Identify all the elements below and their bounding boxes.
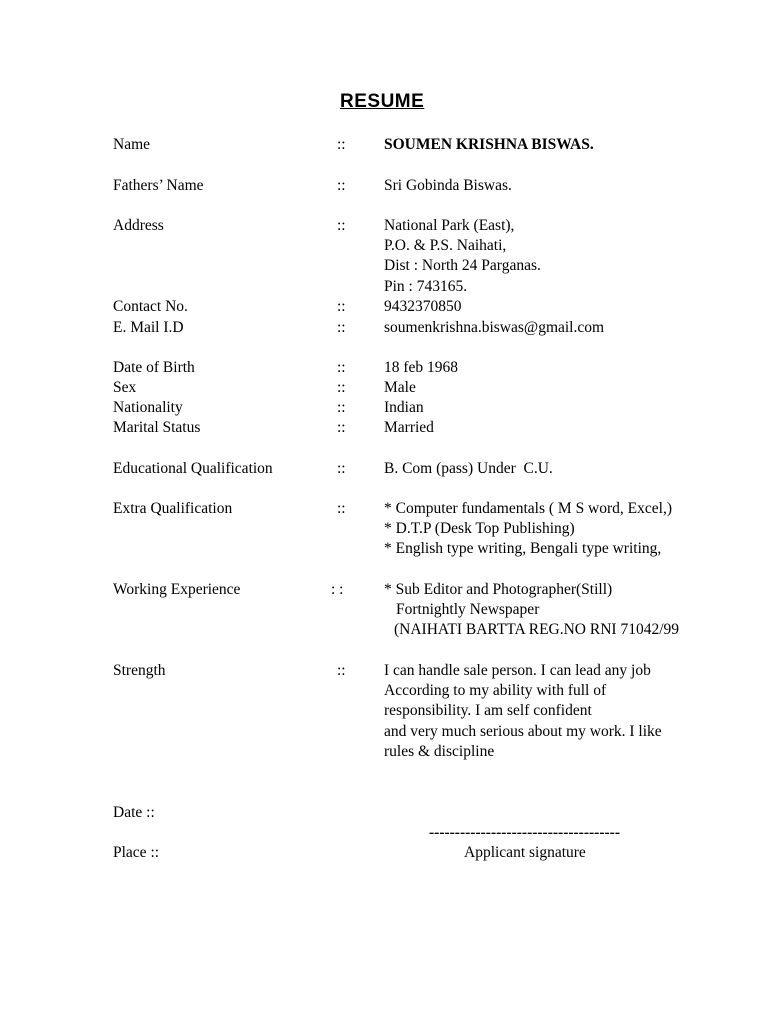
field-label: Working Experience <box>113 581 241 598</box>
field-separator: :: <box>337 359 346 376</box>
address-line: Pin : 743165. <box>384 277 468 295</box>
field-separator: :: <box>337 460 346 477</box>
field-value: B. Com (pass) Under C.U. <box>384 460 553 477</box>
extra-qualification-line: * Computer fundamentals ( M S word, Excel,) <box>384 500 672 517</box>
working-experience-line: * Sub Editor and Photographer(Still) <box>384 581 613 598</box>
field-label: Address <box>113 217 164 234</box>
field-label: Fathers’ Name <box>113 177 204 194</box>
working-experience-lines <box>384 580 679 641</box>
field-label: Strength <box>113 662 166 679</box>
field-separator: :: <box>337 319 346 336</box>
resume-title: RESUME <box>340 91 425 112</box>
strength-line: According to my ability with full of <box>384 682 607 700</box>
field-label: Name <box>113 136 151 153</box>
field-separator: :: <box>337 217 346 234</box>
field-value: 9432370850 <box>384 298 462 315</box>
field-label: Extra Qualification <box>113 500 233 517</box>
field-separator: :: <box>337 399 346 416</box>
working-experience-line: Fortnightly Newspaper <box>396 601 540 619</box>
address-line: National Park (East), <box>384 217 515 234</box>
field-value: Male <box>384 379 416 396</box>
field-separator: :: <box>337 379 346 396</box>
field-label: E. Mail I.D <box>113 319 184 336</box>
extra-qualification-line: * D.T.P (Desk Top Publishing) <box>384 520 575 538</box>
place-label: Place :: <box>113 844 160 861</box>
strength-line: I can handle sale person. I can lead any job <box>384 662 651 679</box>
field-separator: :: <box>337 662 346 679</box>
strength-line: and very much serious about my work. I like <box>384 722 662 740</box>
field-separator: :: <box>337 419 346 436</box>
field-value: Sri Gobinda Biswas. <box>384 177 512 194</box>
field-value: Indian <box>384 399 424 416</box>
field-value: SOUMEN KRISHNA BISWAS. <box>384 136 594 153</box>
field-label: Contact No. <box>113 298 188 315</box>
field-label: Educational Qualification <box>113 460 273 477</box>
strength-line: rules & discipline <box>384 742 495 760</box>
field-label: Sex <box>113 379 137 396</box>
field-value: Married <box>384 419 434 436</box>
field-value: 18 feb 1968 <box>384 359 459 376</box>
address-lines <box>384 216 541 297</box>
field-label: Date of Birth <box>113 359 195 376</box>
strength-line: responsibility. I am self confident <box>384 702 592 720</box>
field-separator: :: <box>337 136 346 153</box>
date-label: Date :: <box>113 804 155 821</box>
field-separator: :: <box>337 500 346 517</box>
working-experience-line: (NAIHATI BARTTA REG.NO RNI 71042/99 <box>394 621 679 639</box>
signature-label: Applicant signature <box>464 844 586 861</box>
field-label: Nationality <box>113 399 183 416</box>
signature-line: ------------------------------------- <box>429 824 620 841</box>
strength-lines <box>384 661 662 762</box>
extra-qualification-lines <box>384 499 672 560</box>
address-line: P.O. & P.S. Naihati, <box>384 237 507 255</box>
field-label: Marital Status <box>113 419 201 436</box>
extra-qualification-line: * English type writing, Bengali type writing, <box>384 540 662 558</box>
address-line: Dist : North 24 Parganas. <box>384 257 541 275</box>
field-separator: : : <box>331 581 344 598</box>
field-separator: :: <box>337 298 346 315</box>
field-value: soumenkrishna.biswas@gmail.com <box>384 319 605 336</box>
field-separator: :: <box>337 177 346 194</box>
